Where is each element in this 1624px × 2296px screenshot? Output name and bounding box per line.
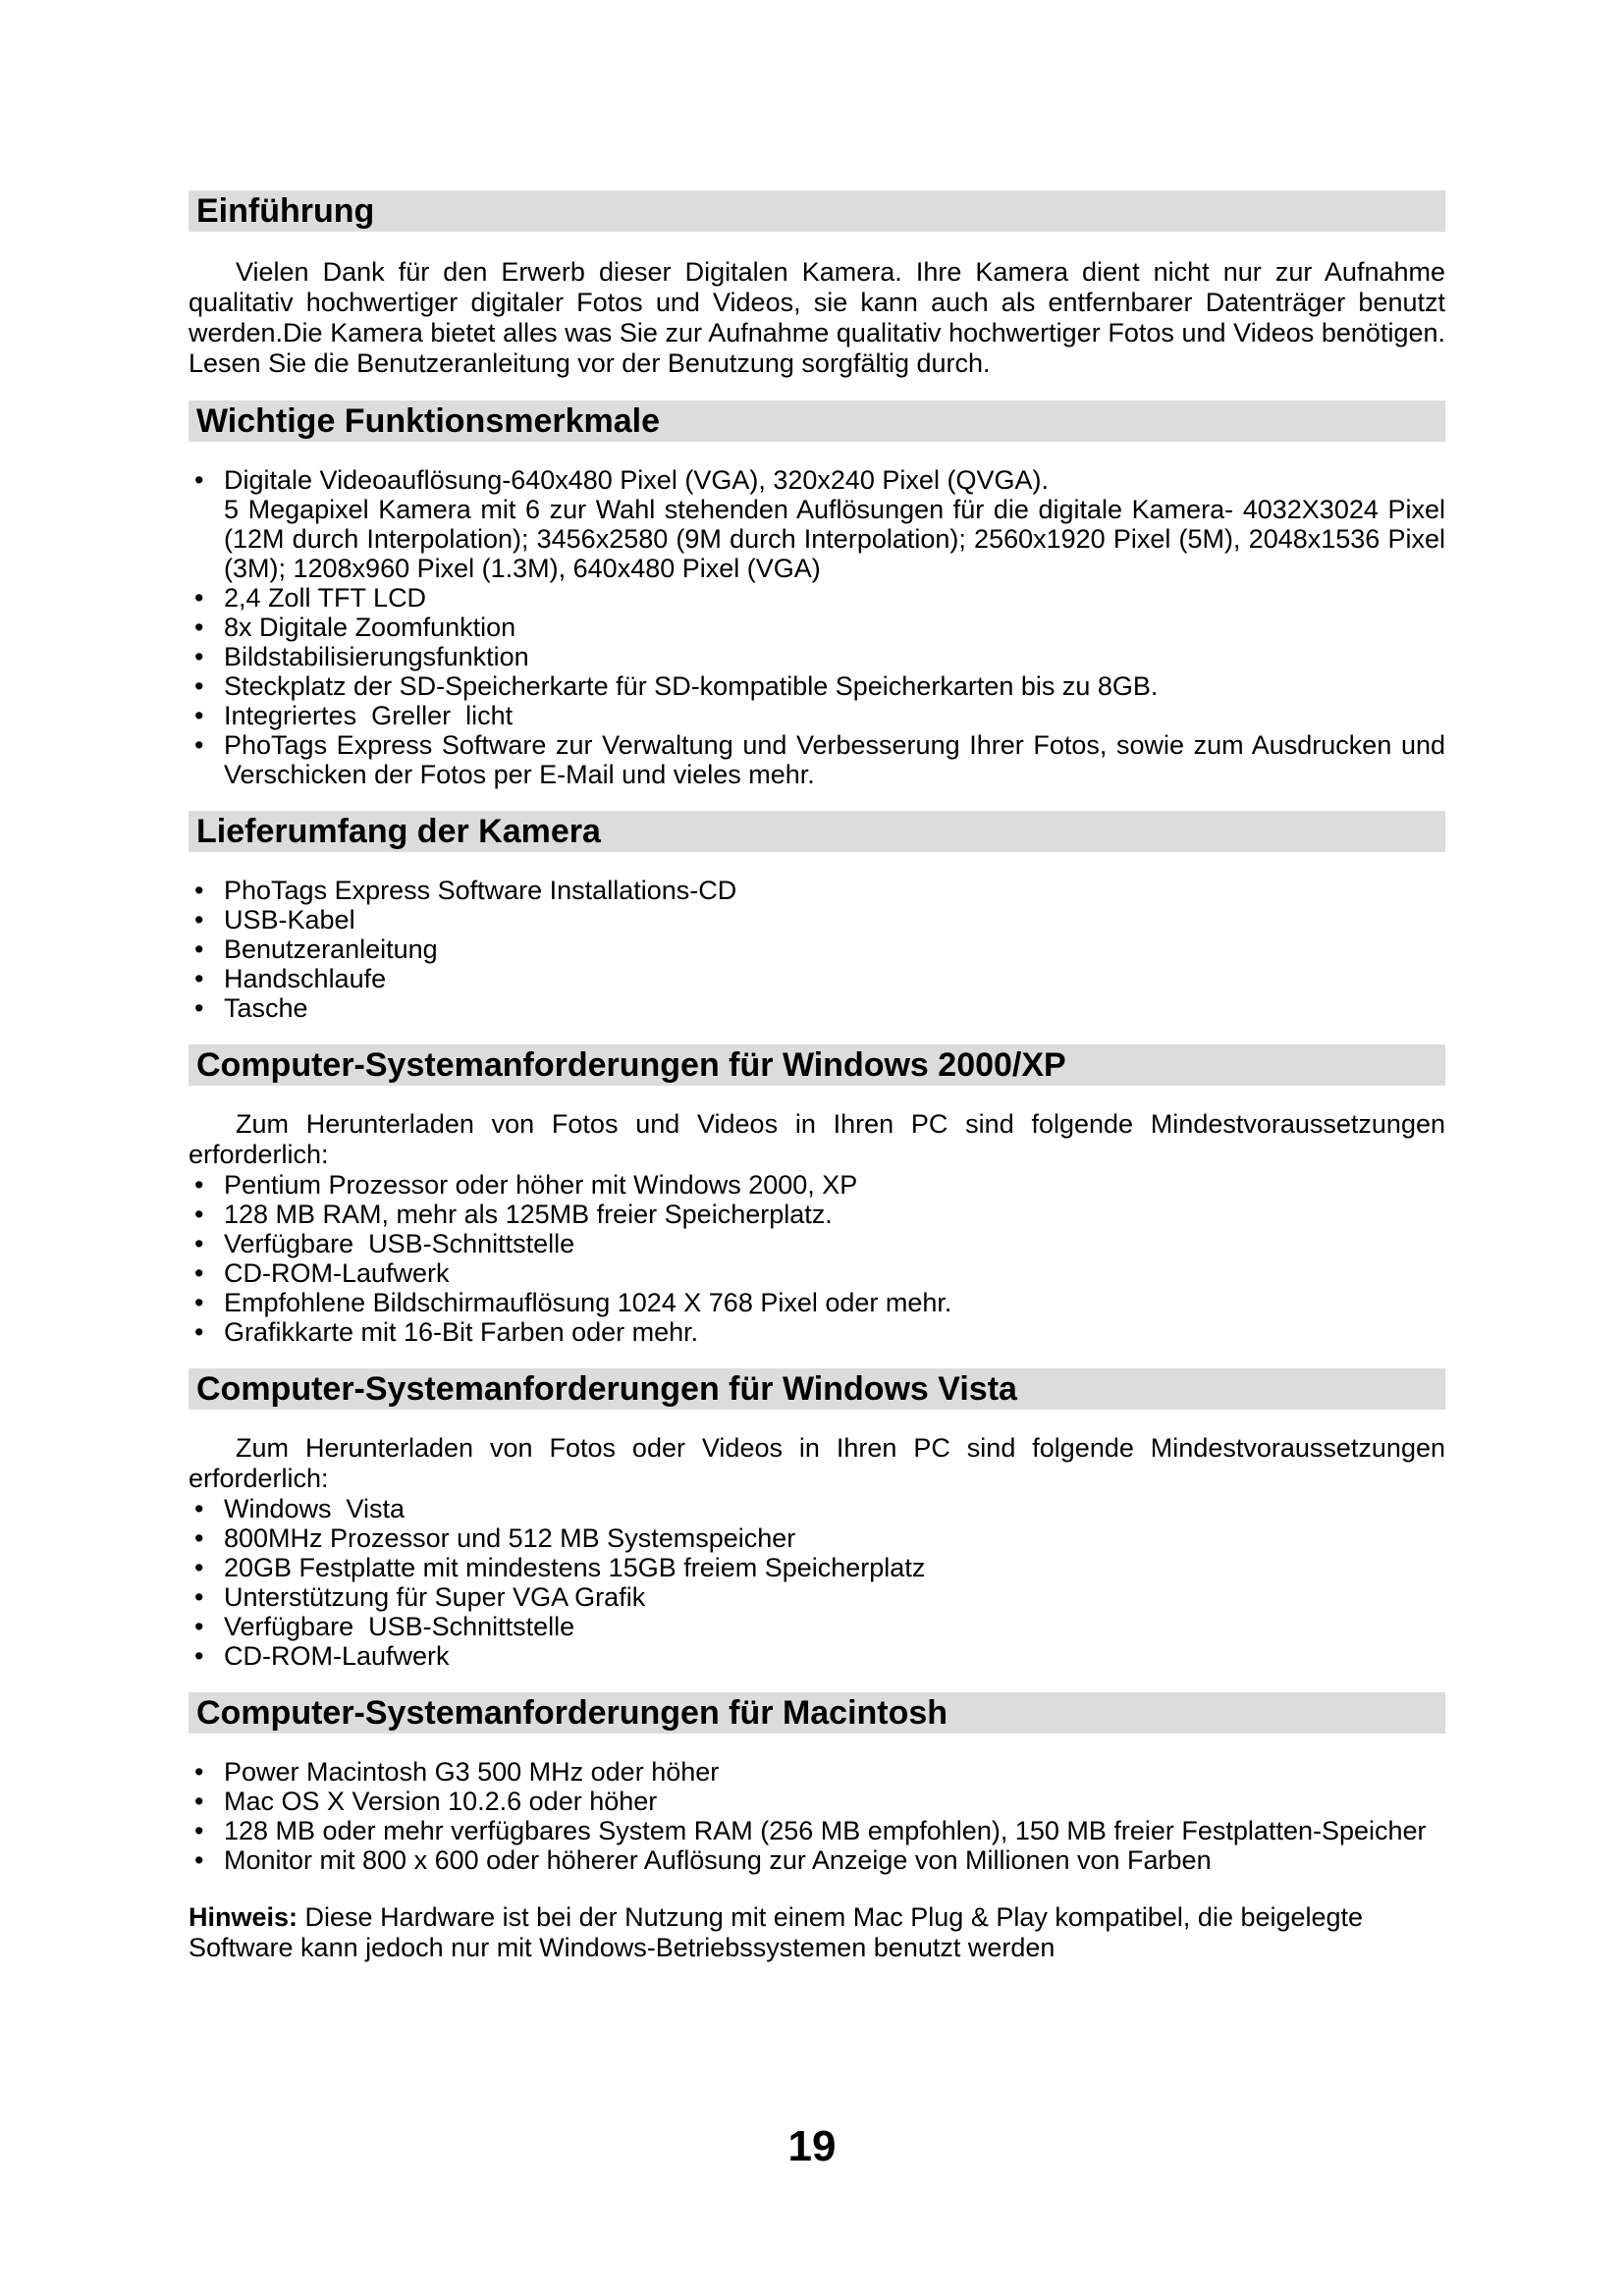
list-item: • CD-ROM-Laufwerk [189, 1258, 1445, 1288]
list-item: • Integriertes Greller licht [189, 701, 1445, 730]
list-item: • Pentium Prozessor oder höher mit Windows 2000, XP [189, 1170, 1445, 1200]
list-item: • PhoTags Express Software Installations-CD [189, 876, 1445, 905]
section-heading-einfuehrung: Einführung [189, 190, 1445, 232]
package-contents-list [189, 876, 1445, 1023]
list-item: • Verfügbare USB-Schnittstelle [189, 1229, 1445, 1258]
intro-paragraph: Vielen Dank für den Erwerb dieser Digitalen Kamera. Ihre Kamera dient nicht nur zur Aufnahme qualitativ hochwertiger digitaler Fotos und Videos, sie kann auch als entfernbarer Datenträger benutzt werden.Die Kamera bietet alles was Sie zur Aufnahme qualitativ hochwertiger Fotos und Videos benötigen. Lesen Sie die Benutzeranleitung vor der Benutzung sorgfältig durch. [189, 257, 1445, 378]
list-item: • USB-Kabel [189, 905, 1445, 934]
list-item: • 128 MB RAM, mehr als 125MB freier Speicherplatz. [189, 1200, 1445, 1229]
note-text: Diese Hardware ist bei der Nutzung mit einem Mac Plug & Play kompatibel, die beigelegte Software kann jedoch nur mit Windows-Betriebssystemen benutzt werden [189, 1902, 1364, 1962]
section-heading-windows-vista: Computer-Systemanforderungen für Windows Vista [189, 1368, 1445, 1410]
section-heading-macintosh: Computer-Systemanforderungen für Macintosh [189, 1692, 1445, 1734]
section-heading-lieferumfang: Lieferumfang der Kamera [189, 811, 1445, 852]
list-item: • Mac OS X Version 10.2.6 oder höher [189, 1787, 1445, 1816]
section-heading-funktionsmerkmale: Wichtige Funktionsmerkmale [189, 400, 1445, 442]
hardware-note [189, 1902, 1445, 1963]
list-item: • Tasche [189, 993, 1445, 1023]
windows-vista-requirements-list [189, 1494, 1445, 1671]
windows-vista-intro: Zum Herunterladen von Fotos oder Videos in Ihren PC sind folgende Mindestvoraussetzungen erforderlich: [189, 1433, 1445, 1493]
list-item: • Bildstabilisierungsfunktion [189, 642, 1445, 671]
section-heading-windows-xp: Computer-Systemanforderungen für Windows 2000/XP [189, 1044, 1445, 1086]
list-item: • 8x Digitale Zoomfunktion [189, 613, 1445, 642]
list-item: • Handschlaufe [189, 964, 1445, 993]
feature-photo-resolutions: 5 Megapixel Kamera mit 6 zur Wahl stehenden Auflösungen für die digitale Kamera- 4032X3024 Pixel (12M durch Interpolation); 3456x2580 (9M durch Interpolation); 2560x1920 Pixel (5M), 2048x1536 Pixel (3M); 1208x960 Pixel (1.3M), 640x480 Pixel (VGA) [224, 495, 1445, 583]
features-list [189, 465, 1445, 495]
list-item: • Windows Vista [189, 1494, 1445, 1523]
windows-xp-requirements-list [189, 1170, 1445, 1347]
list-item: • Verfügbare USB-Schnittstelle [189, 1612, 1445, 1641]
list-item: • CD-ROM-Laufwerk [189, 1641, 1445, 1671]
windows-xp-intro: Zum Herunterladen von Fotos und Videos in Ihren PC sind folgende Mindestvoraussetzungen erforderlich: [189, 1109, 1445, 1169]
list-item: • 128 MB oder mehr verfügbares System RAM (256 MB empfohlen), 150 MB freier Festplatten-Speicher [189, 1816, 1445, 1845]
features-list-continued [189, 583, 1445, 789]
list-item: • 20GB Festplatte mit mindestens 15GB freiem Speicherplatz [189, 1553, 1445, 1582]
list-item: • PhoTags Express Software zur Verwaltung und Verbesserung Ihrer Fotos, sowie zum Ausdrucken und Verschicken der Fotos per E-Mail und vieles mehr. [189, 730, 1445, 789]
page-number: 19 [787, 2122, 837, 2170]
macintosh-requirements-list [189, 1757, 1445, 1875]
list-item: • Steckplatz der SD-Speicherkarte für SD-kompatible Speicherkarten bis zu 8GB. [189, 671, 1445, 701]
note-label: Hinweis: [189, 1902, 298, 1932]
list-item: • Empfohlene Bildschirmauflösung 1024 X 768 Pixel oder mehr. [189, 1288, 1445, 1317]
list-item: • Benutzeranleitung [189, 934, 1445, 964]
feature-video-resolution: Digitale Videoauflösung-640x480 Pixel (VGA), 320x240 Pixel (QVGA). [224, 465, 1049, 495]
list-item: • Unterstützung für Super VGA Grafik [189, 1582, 1445, 1612]
list-item: • Grafikkarte mit 16-Bit Farben oder mehr. [189, 1317, 1445, 1347]
list-item: • 800MHz Prozessor und 512 MB Systemspeicher [189, 1523, 1445, 1553]
list-item: • Monitor mit 800 x 600 oder höherer Auflösung zur Anzeige von Millionen von Farben [189, 1845, 1445, 1875]
list-item [189, 465, 1445, 495]
list-item: • Power Macintosh G3 500 MHz oder höher [189, 1757, 1445, 1787]
list-item: • 2,4 Zoll TFT LCD [189, 583, 1445, 613]
page-content [189, 190, 1445, 1963]
